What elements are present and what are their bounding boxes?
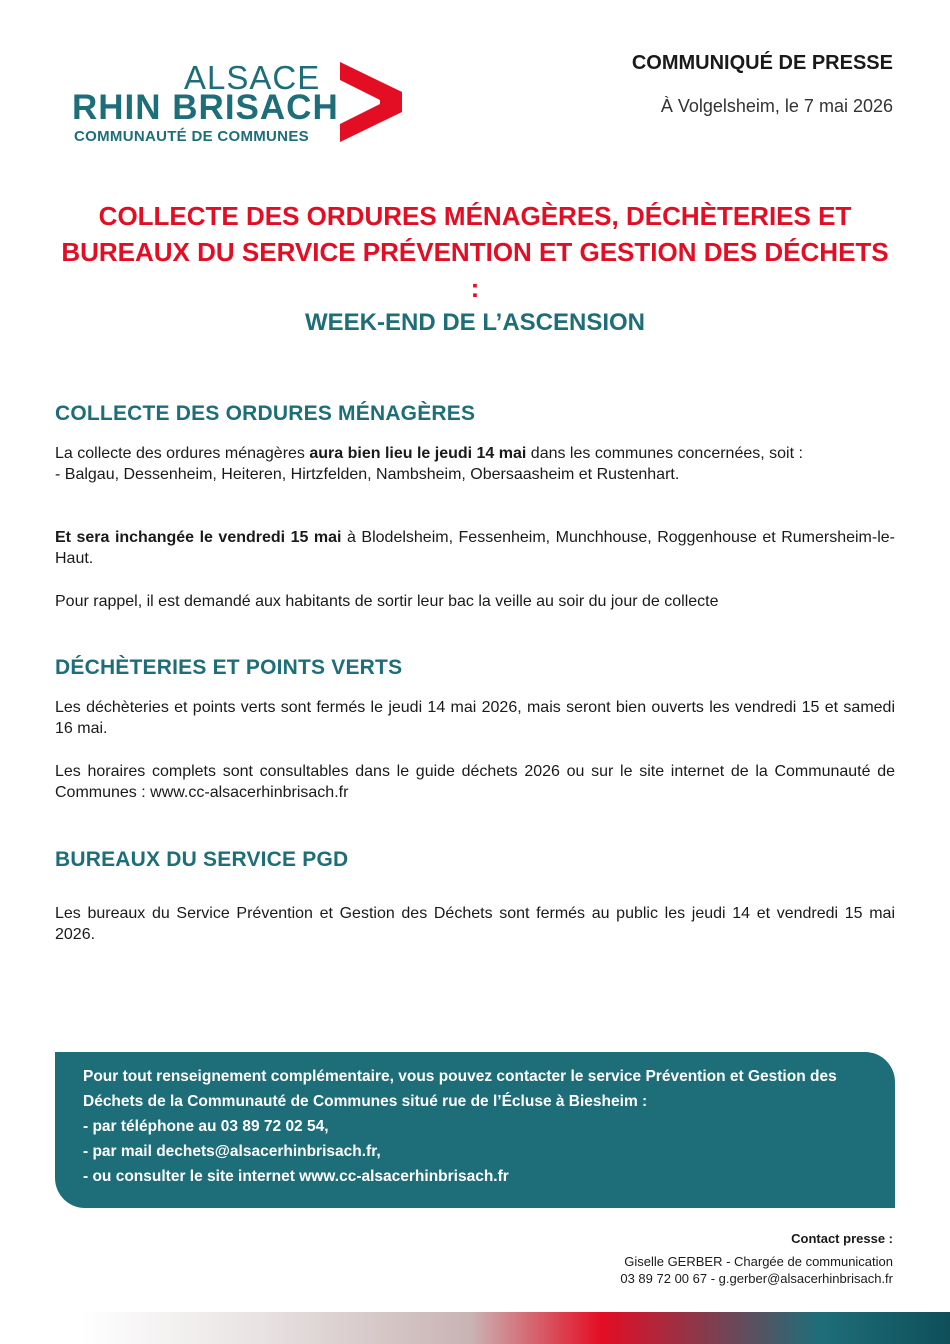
section2-paragraph-1: Les déchèteries et points verts sont fermés le jeudi 14 mai 2026, mais seront bien ouverts les vendredi 15 et samedi 16 mai. bbox=[55, 699, 895, 737]
document-title bbox=[55, 198, 895, 338]
section-heading-collecte: COLLECTE DES ORDURES MÉNAGÈRES bbox=[55, 402, 476, 425]
text-run-bold: aura bien lieu le jeudi 14 mai bbox=[309, 445, 527, 462]
title-sub: WEEK-END DE L’ASCENSION bbox=[304, 309, 646, 336]
logo-line-2: RHIN BRISACH bbox=[72, 88, 339, 127]
commune-list-1: - Balgau, Dessenheim, Heiteren, Hirtzfelden, Nambsheim, Obersaasheim et Rustenhart. bbox=[55, 466, 680, 483]
contact-info-box bbox=[55, 1052, 895, 1208]
press-release-label: COMMUNIQUÉ DE PRESSE bbox=[631, 52, 893, 74]
section1-paragraph-2 bbox=[55, 527, 895, 569]
section-heading-bureaux: BUREAUX DU SERVICE PGD bbox=[55, 848, 349, 871]
press-contact-heading: Contact presse : bbox=[791, 1231, 893, 1246]
press-contact-name: Giselle GERBER - Chargée de communication bbox=[624, 1254, 893, 1269]
contact-phone: - par téléphone au 03 89 72 02 54, bbox=[83, 1118, 329, 1135]
chevron-logo-icon bbox=[340, 62, 402, 142]
section1-paragraph-1 bbox=[55, 443, 895, 485]
text-run: dans les communes concernées, soit : bbox=[526, 445, 803, 462]
commune-list-2: à Blodelsheim, Fessenheim, Munchhouse, Roggenhouse et Rumersheim-le-Haut. bbox=[55, 529, 895, 567]
footer-gradient-bar bbox=[80, 1312, 950, 1344]
text-run-bold: Et sera inchangée le vendredi 15 mai bbox=[55, 529, 342, 546]
section3-paragraph-1: Les bureaux du Service Prévention et Gestion des Déchets sont fermés au public les jeudi 14 et vendredi 15 mai 2026. bbox=[55, 905, 895, 943]
press-contact bbox=[620, 1230, 893, 1287]
contact-intro: Pour tout renseignement complémentaire, vous pouvez contacter le service Prévention et Gestion des Déchets de la Communauté de Communes situé rue de l’Écluse à Biesheim : bbox=[83, 1068, 837, 1110]
organization-logo bbox=[72, 60, 412, 150]
contact-website: - ou consulter le site internet www.cc-alsacerhinbrisach.fr bbox=[83, 1168, 509, 1185]
section-heading-decheteries: DÉCHÈTERIES ET POINTS VERTS bbox=[55, 656, 403, 679]
press-contact-details: 03 89 72 00 67 - g.gerber@alsacerhinbrisach.fr bbox=[620, 1271, 893, 1286]
title-main: COLLECTE DES ORDURES MÉNAGÈRES, DÉCHÈTERIES ET BUREAUX DU SERVICE PRÉVENTION ET GESTION DES DÉCHETS : bbox=[61, 201, 889, 303]
logo-line-3: COMMUNAUTÉ DE COMMUNES bbox=[74, 128, 309, 145]
section1-reminder: Pour rappel, il est demandé aux habitants de sortir leur bac la veille au soir du jour de collecte bbox=[55, 593, 719, 610]
press-release-date: À Volgelsheim, le 7 mai 2026 bbox=[660, 96, 893, 116]
contact-mail: - par mail dechets@alsacerhinbrisach.fr, bbox=[83, 1143, 381, 1160]
text-run: La collecte des ordures ménagères bbox=[55, 445, 310, 462]
section2-paragraph-2: Les horaires complets sont consultables dans le guide déchets 2026 ou sur le site internet de la Communauté de Communes : www.cc-alsacerhinbrisach.fr bbox=[55, 763, 895, 801]
logo-line-1: ALSACE bbox=[184, 59, 321, 96]
